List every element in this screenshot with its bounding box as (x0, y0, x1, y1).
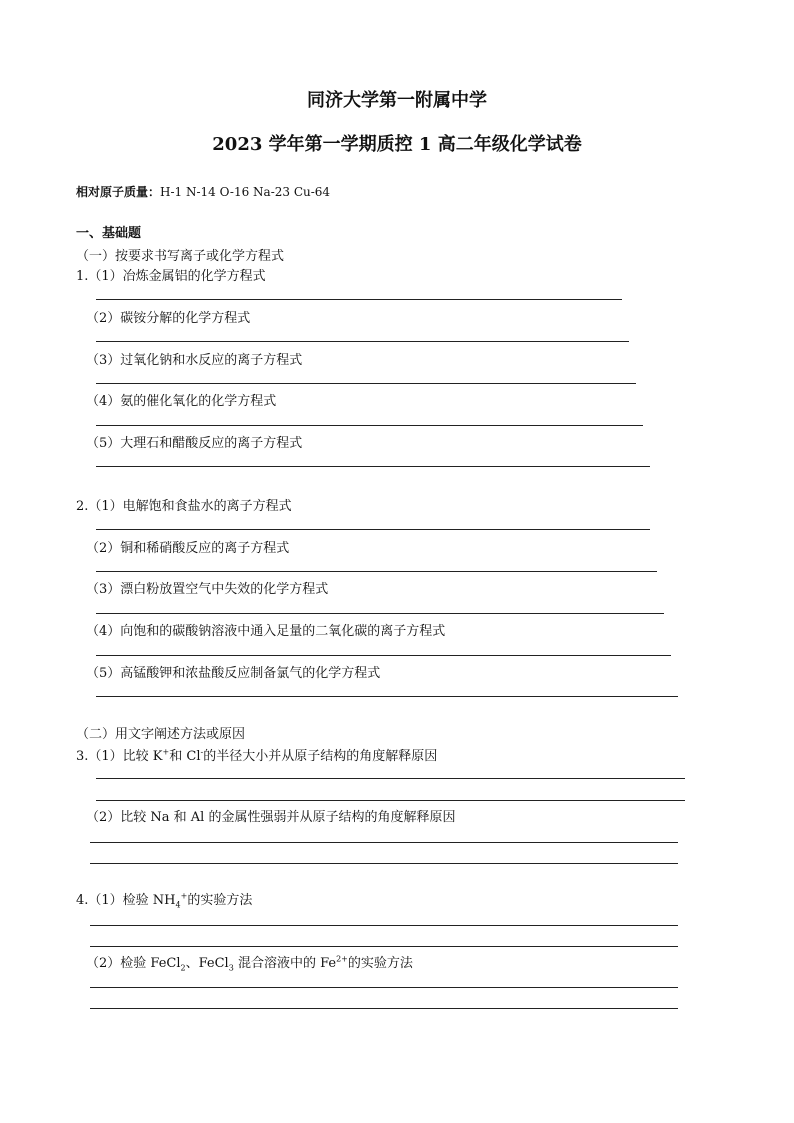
answer-line (96, 778, 685, 779)
answer-line (96, 800, 685, 801)
answer-line (90, 946, 678, 947)
answer-line (96, 696, 678, 697)
section-heading: 一、基础题 (76, 226, 142, 241)
q2-5: （5）高锰酸钾和浓盐酸反应制备氯气的化学方程式 (86, 666, 381, 681)
q1-3: （3）过氧化钠和水反应的离子方程式 (86, 353, 303, 368)
part2-heading: （二）用文字阐述方法或原因 (76, 727, 246, 742)
part1-heading: （一）按要求书写离子或化学方程式 (76, 249, 285, 264)
q2-3: （3）漂白粉放置空气中失效的化学方程式 (86, 582, 329, 597)
q1-4: （4）氨的催化氧化的化学方程式 (86, 394, 277, 409)
answer-line (90, 987, 678, 988)
atomic-masses (76, 183, 330, 200)
answer-line (96, 529, 650, 530)
answer-line (96, 613, 664, 614)
exam-title: 2023 学年第一学期质控 1 高二年级化学试卷 (212, 134, 582, 155)
atomic-masses-values: H-1 N-14 O-16 Na-23 Cu-64 (160, 185, 331, 199)
q1-5: （5）大理石和醋酸反应的离子方程式 (86, 436, 303, 451)
q4-2: （2）检验 FeCl$_2$、FeCl$_3$ 混合溶液中的 $Fe^{2+}$的实验方法 (86, 954, 413, 973)
q3-1: 3.（1）比较 K+和 Cl-的半径大小并从原子结构的角度解释原因 (76, 747, 438, 764)
answer-line (96, 341, 629, 342)
q2-4: （4）向饱和的碳酸钠溶液中通入足量的二氧化碳的离子方程式 (86, 624, 446, 639)
school-title: 同济大学第一附属中学 (307, 90, 487, 111)
q2-2: （2）铜和稀硝酸反应的离子方程式 (86, 541, 290, 556)
answer-line (96, 299, 622, 300)
q1-1: 1.（1）冶炼金属铝的化学方程式 (76, 269, 266, 284)
q2-1: 2.（1）电解饱和食盐水的离子方程式 (76, 499, 292, 514)
answer-line (96, 655, 671, 656)
q3-2: （2）比较 Na 和 Al 的金属性强弱并从原子结构的角度解释原因 (86, 810, 456, 825)
answer-line (90, 1008, 678, 1009)
q1-2: （2）碳铵分解的化学方程式 (86, 311, 251, 326)
answer-line (96, 383, 636, 384)
q4-1: 4.（1）检验 $NH_4^+$的实验方法 (76, 891, 253, 910)
answer-line (96, 425, 643, 426)
answer-line (96, 466, 650, 467)
atomic-masses-label: 相对原子质量： (76, 185, 161, 199)
answer-line (90, 863, 678, 864)
answer-line (90, 842, 678, 843)
answer-line (96, 571, 657, 572)
answer-line (90, 925, 678, 926)
